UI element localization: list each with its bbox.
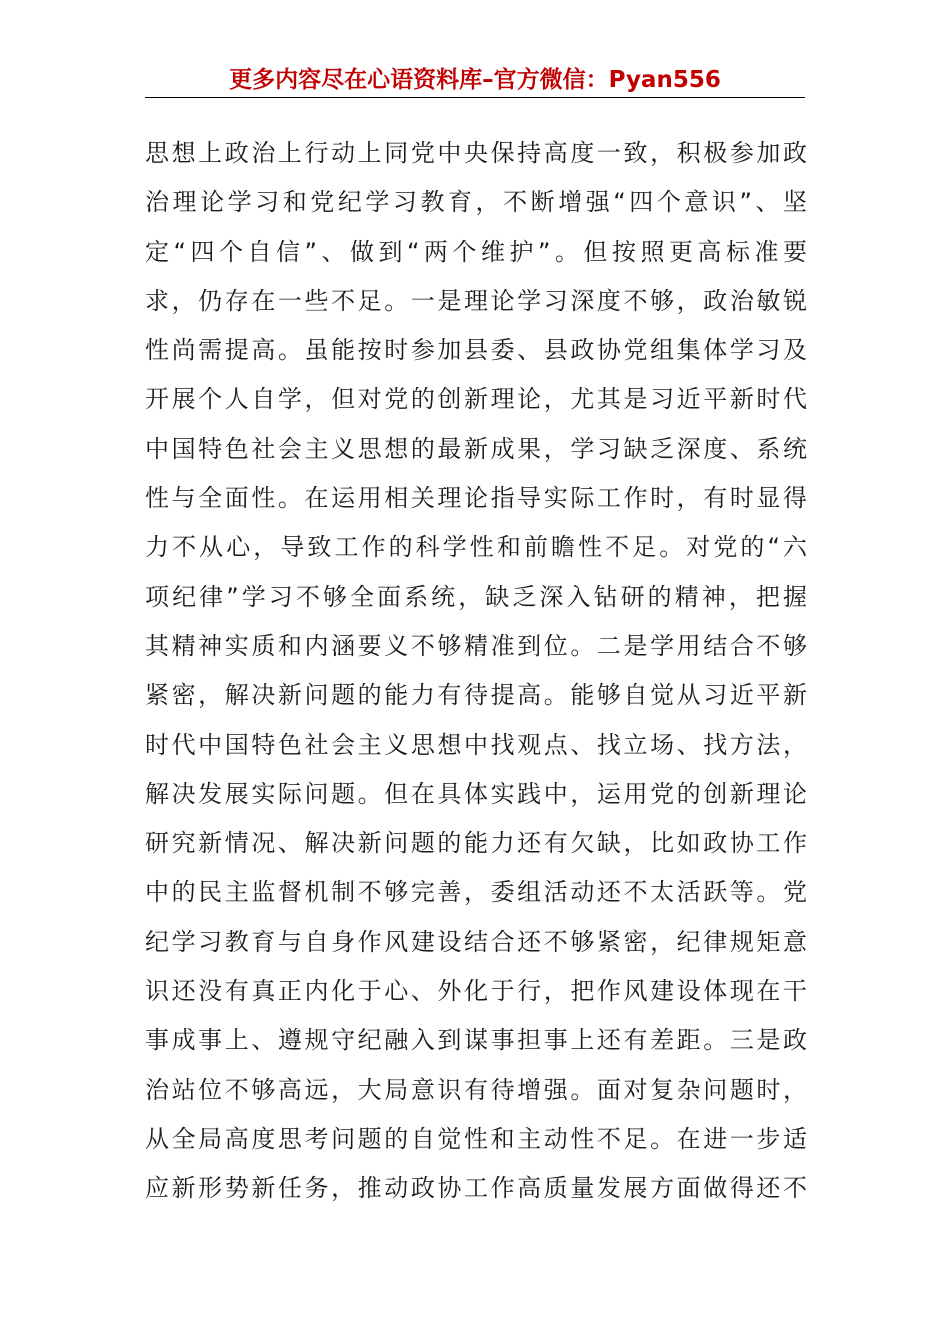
text-line: 性尚需提高。虽能按时参加县委、县政协党组集体学习及 (145, 336, 807, 365)
text-line: 性与全面性。在运用相关理论指导实际工作时，有时显得 (145, 484, 807, 513)
text-line: 求，仍存在一些不足。一是理论学习深度不够，政治敏锐 (145, 286, 807, 315)
text-line: 紧密，解决新问题的能力有待提高。能够自觉从习近平新 (145, 681, 807, 710)
text-line: 中国特色社会主义思想的最新成果，学习缺乏深度、系统 (145, 434, 807, 463)
body-paragraph (145, 129, 807, 1214)
text-line: 项纪律”学习不够全面系统，缺乏深入钻研的精神，把握 (145, 582, 807, 611)
text-line: 力不从心，导致工作的科学性和前瞻性不足。对党的“六 (145, 533, 807, 562)
text-line: 解决发展实际问题。但在具体实践中，运用党的创新理论 (145, 779, 807, 808)
text-line: 研究新情况、解决新问题的能力还有欠缺，比如政协工作 (145, 829, 807, 858)
text-line: 治站位不够高远，大局意识有待增强。面对复杂问题时， (145, 1075, 807, 1104)
text-line: 定“四个自信”、做到“两个维护”。但按照更高标准要 (145, 237, 807, 266)
text-line: 思想上政治上行动上同党中央保持高度一致，积极参加政 (145, 139, 807, 167)
text-line: 应新形势新任务，推动政协工作高质量发展方面做得还不 (145, 1174, 807, 1203)
text-line: 其精神实质和内涵要义不够精准到位。二是学用结合不够 (145, 631, 807, 660)
text-line: 时代中国特色社会主义思想中找观点、找立场、找方法， (145, 730, 807, 759)
text-line: 纪学习教育与自身作风建设结合还不够紧密，纪律规矩意 (145, 927, 807, 956)
text-line: 从全局高度思考问题的自觉性和主动性不足。在进一步适 (145, 1124, 807, 1153)
header-banner: 更多内容尽在心语资料库–官方微信：Pyan556 (229, 67, 721, 93)
text-line: 中的民主监督机制不够完善，委组活动还不太活跃等。党 (145, 878, 807, 907)
text-line: 事成事上、遵规守纪融入到谋事担事上还有差距。三是政 (145, 1026, 807, 1055)
text-line: 识还没有真正内化于心、外化于行，把作风建设体现在干 (145, 977, 807, 1006)
header-divider (145, 97, 805, 98)
text-line: 治理论学习和党纪学习教育，不断增强“四个意识”、坚 (145, 188, 807, 217)
text-line: 开展个人自学，但对党的创新理论，尤其是习近平新时代 (145, 385, 807, 414)
